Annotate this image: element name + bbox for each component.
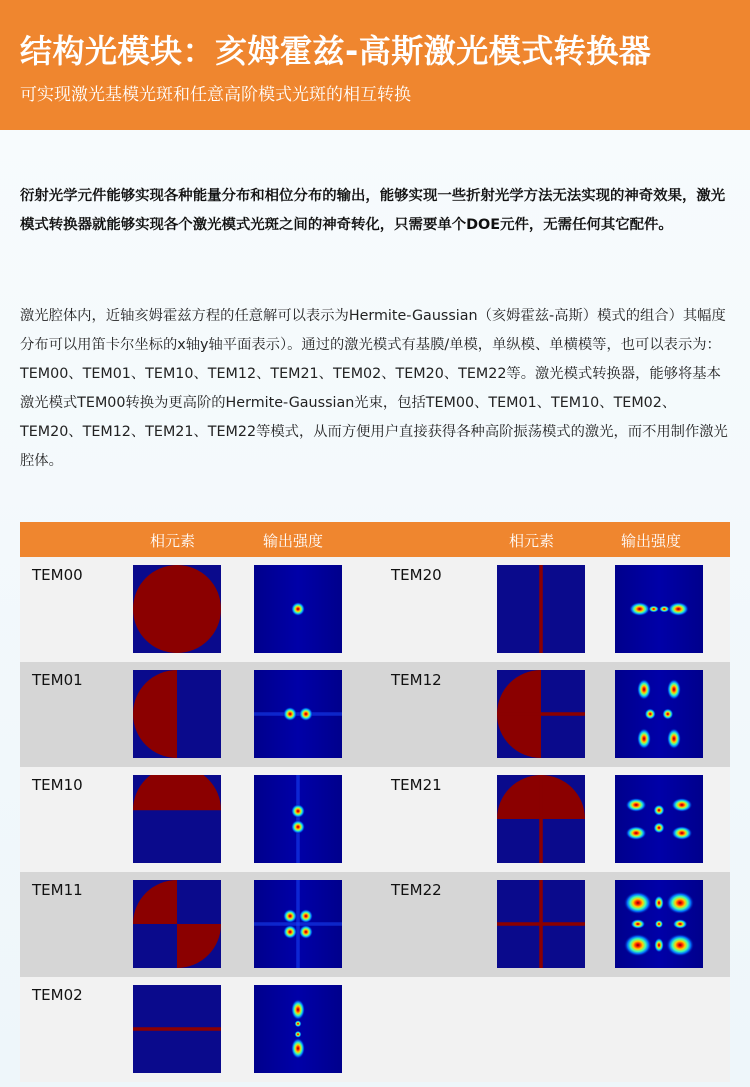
intro-paragraph: 衍射光学元件能够实现各种能量分布和相位分布的输出，能够实现一些折射光学方法无法实现的神奇效果，激光模式转换器就能够实现各个激光模式光斑之间的神奇转化，只需要单个DOE元件，无需任何其它配件。 <box>20 188 726 233</box>
header-phase-left: 相元素 <box>150 532 196 550</box>
header-intensity-left: 输出强度 <box>263 532 324 550</box>
phase-element-tem11 <box>133 880 221 968</box>
phase-element-tem02 <box>133 985 221 1073</box>
page-title: 结构光模块：亥姆霍兹-高斯激光模式转换器 <box>20 32 652 70</box>
intensity-tem12 <box>615 670 703 758</box>
mode-label: TEM11 <box>32 881 83 899</box>
phase-element-tem22 <box>497 880 585 968</box>
intensity-tem02 <box>254 985 342 1073</box>
mode-label: TEM00 <box>32 566 83 584</box>
mode-label: TEM20 <box>391 566 442 584</box>
table-row <box>20 662 730 767</box>
table-row <box>20 872 730 977</box>
page-subtitle: 可实现激光基模光斑和任意高阶模式光斑的相互转换 <box>20 85 411 105</box>
mode-label: TEM01 <box>32 671 83 689</box>
body-paragraph: 激光腔体内，近轴亥姆霍兹方程的任意解可以表示为Hermite-Gaussian（亥姆霍兹-高斯）模式的组合）其幅度分布可以用笛卡尔坐标的x轴y轴平面表示）。通过的激光模式有基膜/单模，单纵模、单横模等，也可以表示为：TEM00、TEM01、TEM10、TEM12、TEM21、TEM02、TEM20、TEM22等。激光模式转换器，能够将基本激光模式TEM00转换为更高阶的Hermite-Gaussian光束，包括TEM00、TEM01、TEM10、TEM02、TEM20、TEM12、TEM21、TEM22等模式，从而方便用户直接获得各种高阶振荡模式的激光，而不用制作激光腔体。 <box>20 308 728 469</box>
intensity-tem21 <box>615 775 703 863</box>
intensity-tem20 <box>615 565 703 653</box>
mode-label: TEM02 <box>32 986 83 1004</box>
phase-element-tem21 <box>497 775 585 863</box>
table-row <box>20 977 730 1082</box>
content-area <box>0 130 750 1087</box>
phase-element-tem12 <box>497 670 585 758</box>
intensity-tem11 <box>254 880 342 968</box>
intensity-tem10 <box>254 775 342 863</box>
header-phase-right: 相元素 <box>509 532 555 550</box>
table-header <box>20 522 730 557</box>
table-row <box>20 767 730 872</box>
phase-element-tem10 <box>133 775 221 863</box>
intensity-tem01 <box>254 670 342 758</box>
intensity-tem00 <box>254 565 342 653</box>
header-banner <box>0 0 750 130</box>
intensity-tem22 <box>615 880 703 968</box>
table-row <box>20 557 730 662</box>
mode-label: TEM12 <box>391 671 442 689</box>
mode-label: TEM22 <box>391 881 442 899</box>
header-intensity-right: 输出强度 <box>621 532 682 550</box>
mode-label: TEM21 <box>391 776 442 794</box>
phase-element-tem00 <box>133 565 221 653</box>
mode-table <box>20 522 730 1082</box>
phase-element-tem20 <box>497 565 585 653</box>
mode-label: TEM10 <box>32 776 83 794</box>
phase-element-tem01 <box>133 670 221 758</box>
